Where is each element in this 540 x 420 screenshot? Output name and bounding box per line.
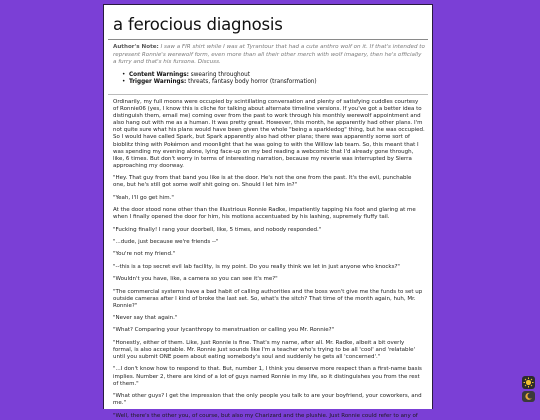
story-paragraph: "Hey. That guy from that band you like is at the door. He's not the one from the past. It's the evil, punchable one, but he's still got some wolf shit going on. Should I let him in?" [113, 175, 412, 189]
story-paragraph: "Fucking finally! I rang your doorbell, like, 5 times, and nobody responded." [113, 226, 322, 233]
trigger-warning-label: Trigger Warnings: [129, 79, 187, 86]
content-warning-item [122, 72, 432, 80]
author-note [113, 44, 425, 67]
story-paragraph: "--this is a top secret evil lab facility, is my point. Do you really think we let in just anyone who knocks?" [113, 263, 400, 270]
page-title: a ferocious diagnosis [113, 15, 283, 34]
story-paragraph: "What? Comparing your lycanthropy to menstruation or calling you Mr. Ronnie?" [113, 327, 335, 334]
story-body [113, 99, 425, 420]
story-divider [108, 94, 428, 95]
sun-badge-icon[interactable] [522, 376, 535, 389]
author-note-text: I saw a FIR shirt while I was at Tyrantour that had a cute anthro wolf on it. If that's intended to represent Ronnie's werewolf form, even more than all their other merch with wolf imagery, then he's officially a furry and that's his fursona. Discuss. [113, 44, 425, 66]
author-note-label: Author's Note: [113, 44, 159, 50]
story-paragraph: "Honestly, either of them. Like, just Ronnie is fine. That's my name, after all. Mr. Radke, albeit a bit overly formal, is also acceptable. Mr. Ronnie just sounds like I'm a teacher who's trying to be all 'cool' and 'relatable' until you submit ONE poem about eating somebody's soul and suddenly he gets all 'concerned'." [113, 339, 415, 361]
trigger-warning-item [122, 79, 432, 87]
story-paragraph: At the door stood none other than the illustrious Ronnie Radke, impatiently tapping his foot and glaring at me when I finally opened the door for him, his motions accentuated by his lashing, supremely fluffy tail. [113, 207, 416, 221]
story-paragraph: Ordinarily, my full moons were occupied by scintillating conversation and plenty of satisfying cuddles courtesy of Ronnie06 (yes, I know this is cliche for talking about alternate timeline versions. If you've got a better idea to distinguish them, email me) coming over from the past to work through his monthly werewolf appointment and also hang out with me as a human. It was pretty great. However, this month, he apparently had other plans. I'm not quite sure what his plans would have been given the whole "being a sparkledog" thing, but he was occupied. So I would have called Spark, but Spark apparently also had other plans; there was apparently some sort of bioblitz thing with Pokémon and moonlight that he was going to with the Willow lab team. So, this meant that I was spending my evening alone, lying face-up on my bed reading a webcomic that I'd already gone through, like, 6 times. But don't worry in terms of interesting narration, because my reverie was interrupted by Sierra approaching my doorway. [113, 98, 425, 169]
story-page [103, 4, 433, 419]
story-paragraph: "Wouldn't you have, like, a camera so you can see it's me?" [113, 276, 278, 283]
trigger-warning-text: threats, fantasy body horror (transformation) [188, 79, 317, 86]
content-warning-label: Content Warnings: [129, 71, 189, 78]
story-paragraph: "Yeah, I'll go get him." [113, 194, 174, 201]
story-paragraph: "You're not my friend." [113, 251, 176, 258]
story-paragraph: "What other guys? I get the impression that the only people you talk to are your boyfriend, your coworkers, and me." [113, 393, 422, 407]
story-paragraph: "...dude, just because we're friends --" [113, 238, 219, 245]
content-warning-text: swearing throughout [190, 71, 250, 78]
title-divider [108, 39, 428, 40]
story-paragraph: "Well, there's the other you, of course, but also my Charizard and the plushie. Just Ronnie could refer to any of [113, 412, 418, 419]
moon-badge-icon[interactable] [522, 391, 535, 402]
story-paragraph: "The commercial systems have a bad habit of calling authorities and the boss won't give me the funds to set up outside cameras after I kind of broke the last set. So, what's the sitch? That time of the month again, huh, Mr. Ronnie?" [113, 288, 423, 309]
warnings-list [122, 72, 432, 87]
story-paragraph: "Never say that again." [113, 315, 178, 322]
story-paragraph: "...I don't know how to respond to that. But, number 1, I think you deserve more respect than a first-name basis implies. Number 2, there are kind of a lot of guys named Ronnie in my life, so it distinguishes you from the rest of them." [113, 366, 422, 387]
